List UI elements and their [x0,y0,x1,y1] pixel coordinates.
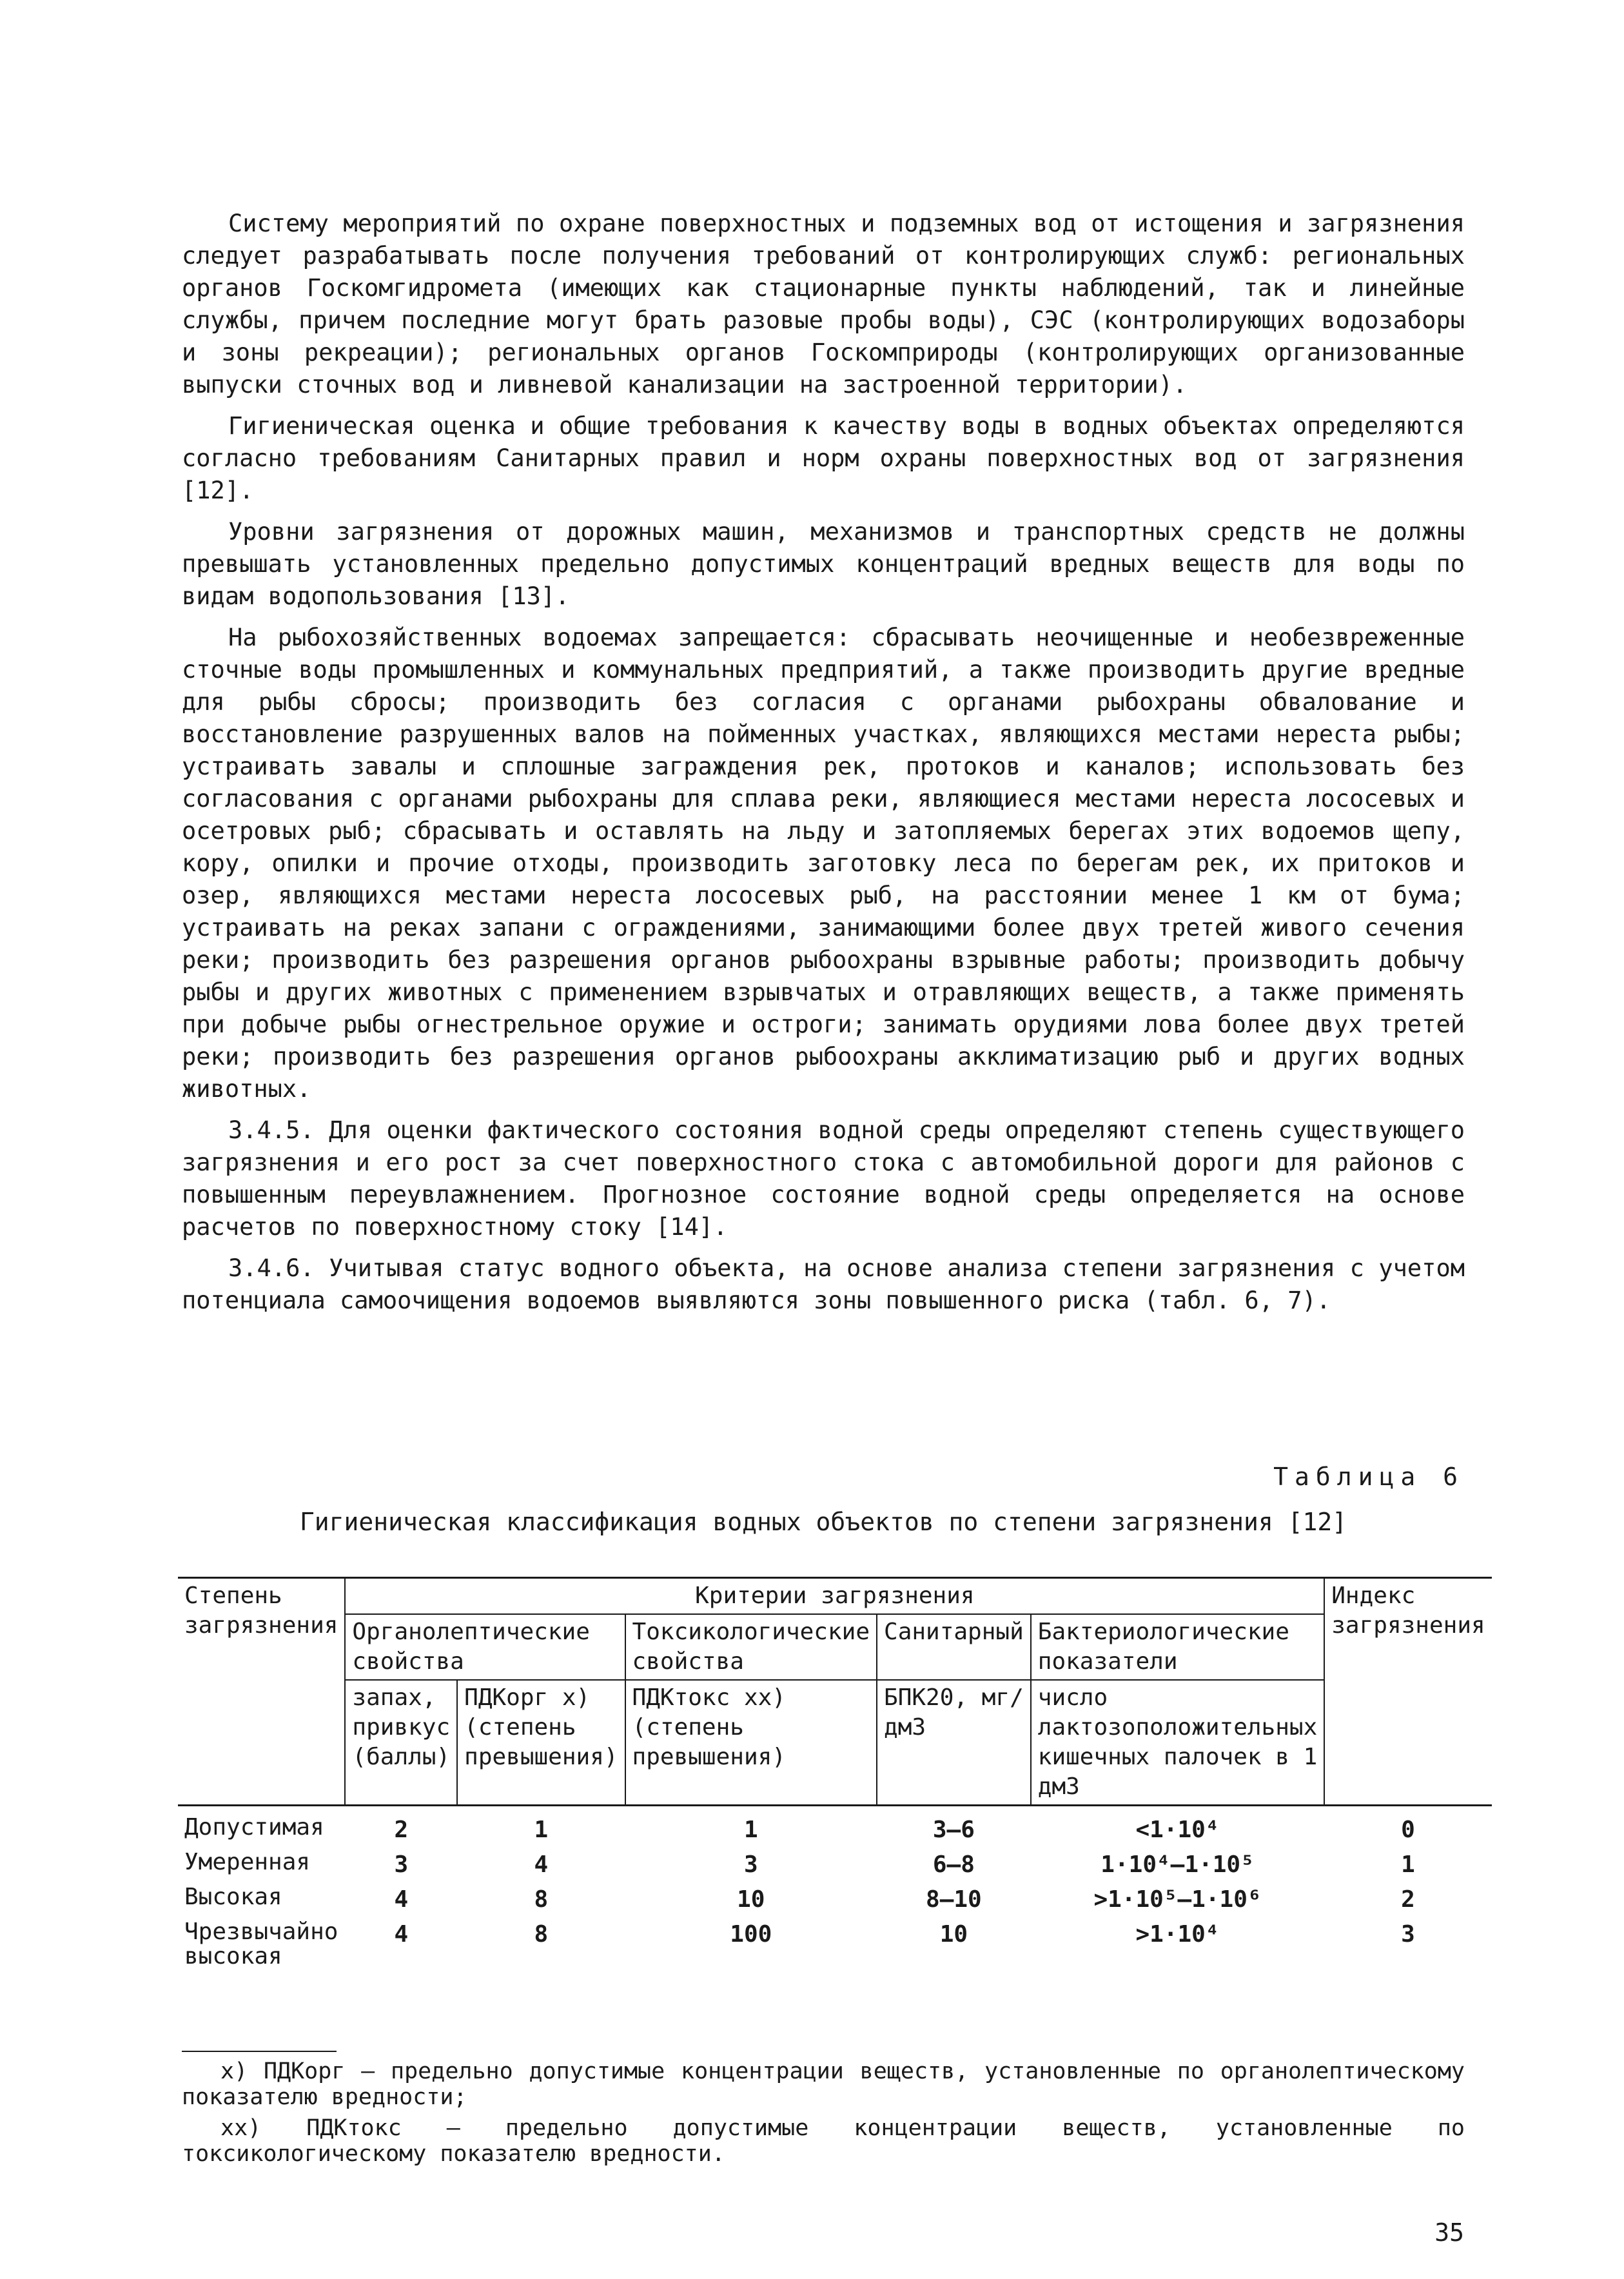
header-bpk: БПК20, мг/дм3 [877,1680,1031,1806]
row-smell: 2 [394,1817,409,1843]
row-lactose: >1·10⁴ [1135,1921,1220,1948]
paragraph-hygienic-assessment: Гигиеническая оценка и общие требования к качеству воды в водных объектах определяются согласно требованиям Санитарных правил и норм охраны поверхностных вод от загрязнения [12]. [182,412,1465,504]
row-bpk: 8–10 [926,1886,982,1913]
row-degree: Высокая [184,1884,282,1910]
footnotes [182,2058,1465,2172]
row-index: 2 [1401,1886,1415,1913]
table-row [178,1917,1492,1971]
row-bpk: 3–6 [932,1817,975,1843]
row-index: 3 [1401,1921,1415,1948]
paragraph-3-4-5: 3.4.5. Для оценки фактического состояния водной среды определяют степень существующего загрязнения и его рост за счет поверхностного стока с автомобильной дороги для районов с повышенным переувлажнением. Прогнозное состояние водной среды определяется на основе расчетов по поверхностному стоку [14]. [182,1116,1465,1241]
table-row [178,1806,1492,1848]
footnote-pdk-org: x) ПДКорг – предельно допустимые концентрации веществ, установленные по органолептическому показателю вредности; [182,2058,1465,2110]
table-label: Таблица 6 [1273,1463,1464,1491]
page-number: 35 [1434,2218,1464,2247]
table-title: Гигиеническая классификация водных объектов по степени загрязнения [12] [299,1508,1347,1536]
paragraph-3-4-6: 3.4.6. Учитывая статус водного объекта, на основе анализа степени загрязнения с учетом потенциала самоочищения водоемов выявляются зоны повышенного риска (табл. 6, 7). [182,1254,1465,1314]
row-bpk: 10 [939,1921,968,1948]
row-pdk-tox: 100 [730,1921,772,1948]
paragraph-fishery-prohibitions: На рыбохозяйственных водоемах запрещается: сбрасывать неочищенные и необезвреженные сточные воды промышленных и коммунальных предприятий, а также производить другие вредные для рыбы сбросы; производить без согласия с органами рыбохраны обвалование и восстановление разрушенных валов на пойменных участках, являющихся местами нереста рыбы; устраивать завалы и сплошные заграждения рек, протоков и каналов; использовать без согласования с органами рыбохраны для сплава реки, являющиеся местами нереста лососевых и осетровых рыб; сбрасывать и оставлять на льду и затопляемых берегах этих водоемов щепу, кору, опилки и прочие отходы, производить заготовку леса по берегам рек, их притоков и озер, являющихся местами нереста лососевых рыб, на расстоянии менее 1 км от бума; устраивать на реках запани с ограждениями, занимающими более двух третей живого сечения реки; производить без разрешения органов рыбоохраны взрывные работы; производить добычу рыбы и других животных с применением взрывчатых и отравляющих веществ, а также применять при добыче рыбы огнестрельное оружие и остроги; занимать орудиями лова более двух третей реки; производить без разрешения органов рыбоохраны акклиматизацию рыб и других водных животных. [182,624,1465,1103]
table-row [178,1848,1492,1882]
paragraph-pollution-levels: Уровни загрязнения от дорожных машин, механизмов и транспортных средств не должны превышать установленных предельно допустимых концентраций вредных веществ для воды по видам водопользования [13]. [182,518,1465,610]
row-degree: Чрезвычайно высокая [184,1919,338,1969]
row-smell: 3 [394,1851,409,1878]
header-toxicological: Токсикологические свойства [625,1614,877,1680]
table-row [178,1882,1492,1917]
header-pdk-org: ПДКорг x) (степень превышения) [457,1680,625,1806]
row-smell: 4 [394,1921,409,1948]
pollution-classification-table [178,1577,1492,1971]
header-organoleptic: Органолептические свойства [345,1614,625,1680]
header-sanitary: Санитарный [877,1614,1031,1680]
header-pdk-tox: ПДКтокс xx) (степень превышения) [625,1680,877,1806]
header-index: Индекс загрязнения [1324,1578,1491,1806]
row-bpk: 6–8 [932,1851,975,1878]
header-lactose: число лактозоположительных кишечных палочек в 1 дм3 [1031,1680,1324,1806]
row-lactose: >1·10⁵–1·10⁶ [1093,1886,1262,1913]
header-degree: Степень загрязнения [184,1583,338,1639]
row-pdk-org: 8 [534,1921,549,1948]
row-pdk-tox: 3 [743,1851,758,1878]
row-pdk-tox: 1 [743,1817,758,1843]
row-pdk-org: 1 [534,1817,549,1843]
paragraph-monitoring: Систему мероприятий по охране поверхностных и подземных вод от истощения и загрязнения следует разрабатывать после получения требований от контролирующих служб: региональных органов Госкомгидромета (имеющих как стационарные пункты наблюдений, так и линейные службы, причем последние могут брать разовые пробы воды), СЭС (контролирующих водозаборы и зоны рекреации); региональных органов Госкомприроды (контролирующих организованные выпуски сточных вод и ливневой канализации на застроенной территории). [182,210,1465,399]
footnote-divider [182,2051,337,2052]
row-index: 1 [1401,1851,1415,1878]
header-criteria: Критерии загрязнения [345,1578,1324,1615]
row-pdk-org: 4 [534,1851,549,1878]
row-lactose: <1·10⁴ [1135,1817,1220,1843]
row-pdk-org: 8 [534,1886,549,1913]
row-degree: Умеренная [184,1849,311,1875]
row-degree: Допустимая [184,1814,324,1840]
header-smell: запах, привкус (баллы) [345,1680,457,1806]
row-smell: 4 [394,1886,409,1913]
header-bacteriological: Бактериологические показатели [1031,1614,1324,1680]
row-index: 0 [1401,1817,1415,1843]
row-lactose: 1·10⁴–1·10⁵ [1101,1851,1255,1878]
footnote-pdk-tox: xx) ПДКтокс – предельно допустимые концентрации веществ, установленные по токсикологическому показателю вредности. [182,2115,1465,2167]
row-pdk-tox: 10 [737,1886,765,1913]
body-text [182,208,1465,1326]
